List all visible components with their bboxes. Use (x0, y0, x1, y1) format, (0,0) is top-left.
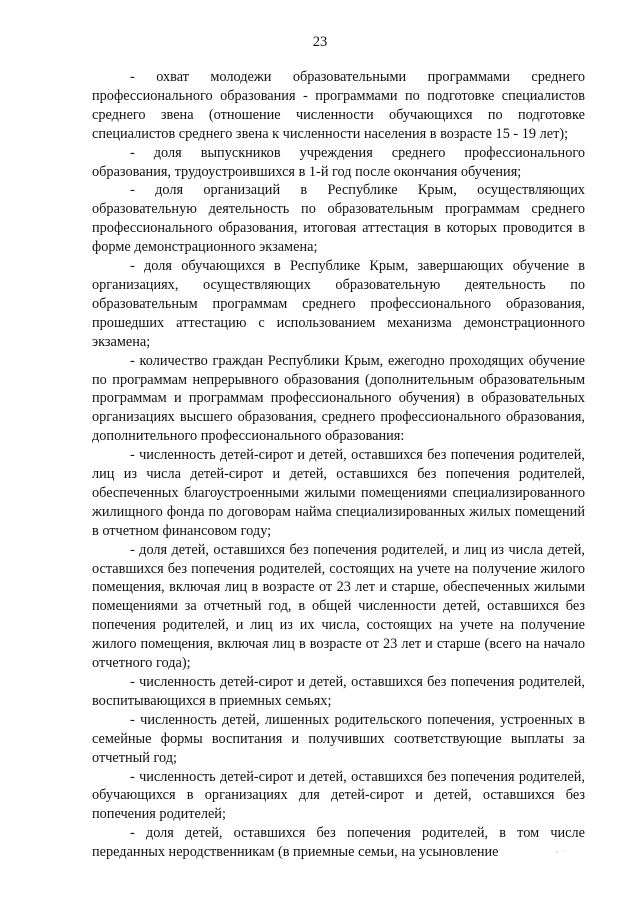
scan-speck (554, 845, 568, 859)
scan-speck-icon (554, 845, 568, 859)
paragraph: - доля детей, оставшихся без попечения родителей, и лиц из числа детей, оставшихся без попечения родителей, состоящих на учете на получение жилого помещения, включая лиц в возрасте от 23 лет и старше, обеспеченных жилыми помещениями за отчетный год, в общей численности детей, оставшихся без попечения родителей, и лиц из их числа, состоящих на учете на получение жилого помещения, включая лиц в возрасте от 23 лет и старше (всего на начало отчетного года); (92, 541, 585, 672)
paragraph: - численность детей-сирот и детей, оставшихся без попечения родителей, лиц из числа детей-сирот и детей, оставшихся без попечения родителей, обеспеченных благоустроенными жилыми помещениями специализированного жилищного фонда по договорам найма специализированных жилых помещений в отчетном финансовом году; (92, 447, 585, 539)
paragraph: - доля выпускников учреждения среднего профессионального образования, трудоустроившихся в 1-й год после окончания обучения; (92, 144, 585, 180)
paragraph: - доля организаций в Республике Крым, осуществляющих образовательную деятельность по образовательным программам среднего профессионального образования, итоговая аттестация в которых проводится в форме демонстрационного экзамена; (92, 182, 585, 256)
paragraph: - доля детей, оставшихся без попечения родителей, в том числе переданных неродственникам (в приемные семьи, на усыновление (92, 825, 585, 861)
paragraph: - численность детей-сирот и детей, оставшихся без попечения родителей, воспитывающихся в приемных семьях; (92, 674, 585, 709)
paragraph: - численность детей-сирот и детей, оставшихся без попечения родителей, обучающихся в организациях для детей-сирот и детей, оставшихся без попечения родителей; (92, 768, 585, 823)
document-body (92, 68, 585, 862)
paragraph: - количество граждан Республики Крым, ежегодно проходящих обучение по программам непрерывного образования (дополнительным образовательным программам и программам профессионального обучения) в образовательных организациях высшего образования, среднего профессионального образования, дополнительного профессионального образования: (92, 352, 585, 445)
paragraph: - охват молодежи образовательными программами среднего профессионального образования - программами по подготовке специалистов среднего звена (отношение численности обучающихся по подготовке специалистов среднего звена к численности населения в возрасте 15 - 19 лет); (92, 69, 585, 142)
paragraph: - доля обучающихся в Республике Крым, завершающих обучение в организациях, осуществляющих образовательную деятельность по образовательным программам среднего профессионального образования, прошедших аттестацию с использованием механизма демонстрационного экзамена; (92, 258, 585, 350)
page-number: 23 (312, 34, 328, 50)
paragraph: - численность детей, лишенных родительского попечения, устроенных в семейные формы воспитания и получивших соответствующие выплаты за отчетный год; (92, 711, 585, 766)
